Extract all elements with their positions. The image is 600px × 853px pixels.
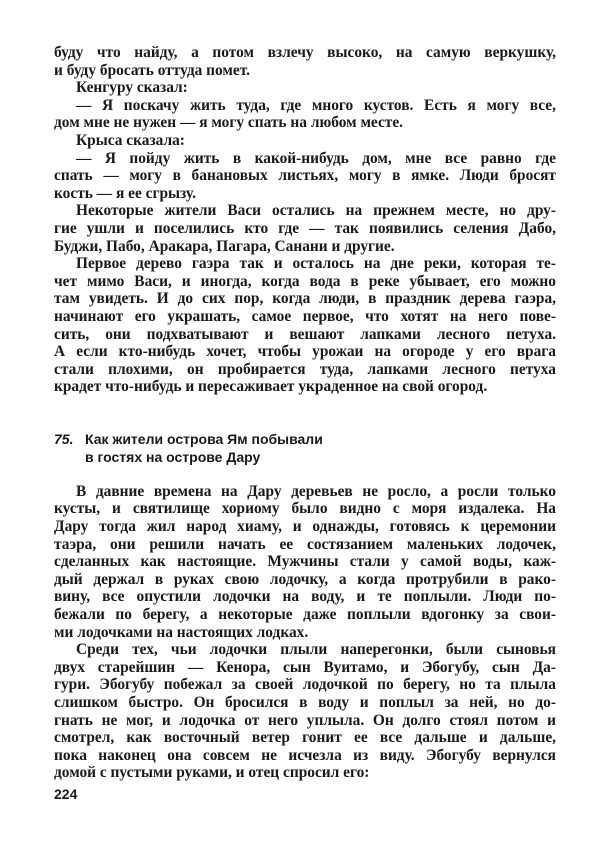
text-line: чет мимо Васи, и иногда, когда вода в реке убывает, его можно bbox=[54, 272, 556, 290]
text-line: сделанных как настоящие. Мужчины стали у самой воды, каж- bbox=[54, 553, 556, 571]
text-line: буду что найду, а потом взлечу высоко, на самую веркушку, bbox=[54, 44, 556, 61]
page-number: 224 bbox=[54, 786, 78, 802]
text-line: домой с пустыми руками, и отец спросил его: bbox=[54, 764, 370, 782]
paragraph bbox=[54, 202, 556, 255]
text-line: кусты, и святилище хориому было видно с моря издалека. На bbox=[54, 500, 556, 518]
paragraph bbox=[54, 132, 556, 150]
text-line: вину, все опустили лодочки на воду, и те поплыли. Люди по- bbox=[54, 588, 556, 606]
paragraph bbox=[54, 79, 556, 97]
text-line: гнать не мог, и лодочка от него уплыла. Он долго стоял потом и bbox=[54, 711, 556, 729]
text-line: начинают его украшать, самое первое, что хотят на него пове- bbox=[54, 307, 556, 325]
text-line: спать — могу в банановых листьях, могу в ямке. Люди бросят bbox=[54, 167, 556, 185]
text-line: Кенгуру сказал: bbox=[76, 79, 188, 97]
text-line: двух старейшин — Кенора, сын Вуитамо, и Эбогубу, сын Да- bbox=[54, 658, 556, 676]
text-line: Некоторые жители Васи остались на прежнем месте, но дру- bbox=[76, 202, 556, 220]
text-line: Среди тех, чьи лодочки плыли наперегонки, были сыновья bbox=[76, 641, 556, 659]
text-line: Первое дерево гаэра так и осталось на дне реки, которая те- bbox=[76, 255, 556, 273]
text-line: гие ушли и поселились кто где — так появились селения Дабо, bbox=[54, 219, 556, 237]
text-line: сить, они подхватывают и вешают лапками лесного петуха. bbox=[54, 325, 556, 343]
paragraph bbox=[54, 44, 556, 79]
text-line: бежали по берегу, а некоторые даже поплыли вдогонку за свои- bbox=[54, 606, 556, 624]
text-line: пока наконец она совсем не исчезла из виду. Эбогубу вернулся bbox=[54, 746, 556, 764]
text-line: дый держал в руках свою лодочку, а когда протрубили в рако- bbox=[54, 570, 556, 588]
text-line: гури. Эбогубу побежал за своей лодочкой по берегу, но та плыла bbox=[54, 676, 556, 694]
paragraph bbox=[54, 150, 556, 203]
section-previous-story bbox=[54, 44, 556, 396]
text-line: — Я поскачу жить туда, где много кустов. Есть я могу все, bbox=[76, 96, 556, 114]
text-line: смотрел, как восточный ветер гонит ее все дальше и дальше, bbox=[54, 729, 556, 747]
text-line: кость — я ее сгрызу. bbox=[54, 184, 196, 202]
paragraph bbox=[54, 483, 556, 641]
text-line: стали плохими, он пробирается туда, лапками лесного петуха bbox=[54, 360, 556, 378]
text-line: — Я пойду жить в какой-нибудь дом, мне все равно где bbox=[76, 149, 556, 167]
text-line: А если кто-нибудь хочет, чтобы урожаи на огороде у его врага bbox=[54, 343, 556, 361]
text-line: Дару тогда жил народ хиаму, и однажды, готовясь к церемонии bbox=[54, 518, 556, 536]
text-line: там увидеть. И до сих пор, когда люди, в праздник дерева гаэра, bbox=[54, 290, 556, 308]
chapter-number: 75. bbox=[54, 430, 74, 447]
paragraph bbox=[54, 641, 556, 782]
paragraph bbox=[54, 97, 556, 132]
text-line: таэра, они решили начать ее состязанием маленьких лодочек, bbox=[54, 535, 556, 553]
paragraph bbox=[54, 255, 556, 396]
text-line: и буду бросать оттуда помет. bbox=[54, 61, 250, 79]
text-line: В давние времена на Дару деревьев не росло, а росли только bbox=[76, 482, 556, 500]
text-line: Крыса сказала: bbox=[76, 131, 185, 149]
section-chapter-75 bbox=[54, 483, 556, 782]
text-line: слишком быстро. Он бросился в воду и поплыл за ней, но до- bbox=[54, 694, 556, 711]
text-line: Буджи, Пабо, Аракара, Пагара, Санани и другие. bbox=[54, 237, 395, 255]
text-line: ми лодочками на настоящих лодках. bbox=[54, 623, 309, 641]
text-line: крадет что-нибудь и пересаживает украденное на свой огород. bbox=[54, 378, 488, 396]
text-line: дом мне не нужен — я могу спать на любом месте. bbox=[54, 114, 404, 132]
chapter-title-line: Как жители острова Ям побывали bbox=[85, 430, 323, 447]
chapter-heading bbox=[54, 430, 556, 466]
book-page bbox=[54, 44, 556, 782]
chapter-title-line: в гостях на острове Дару bbox=[85, 448, 261, 465]
